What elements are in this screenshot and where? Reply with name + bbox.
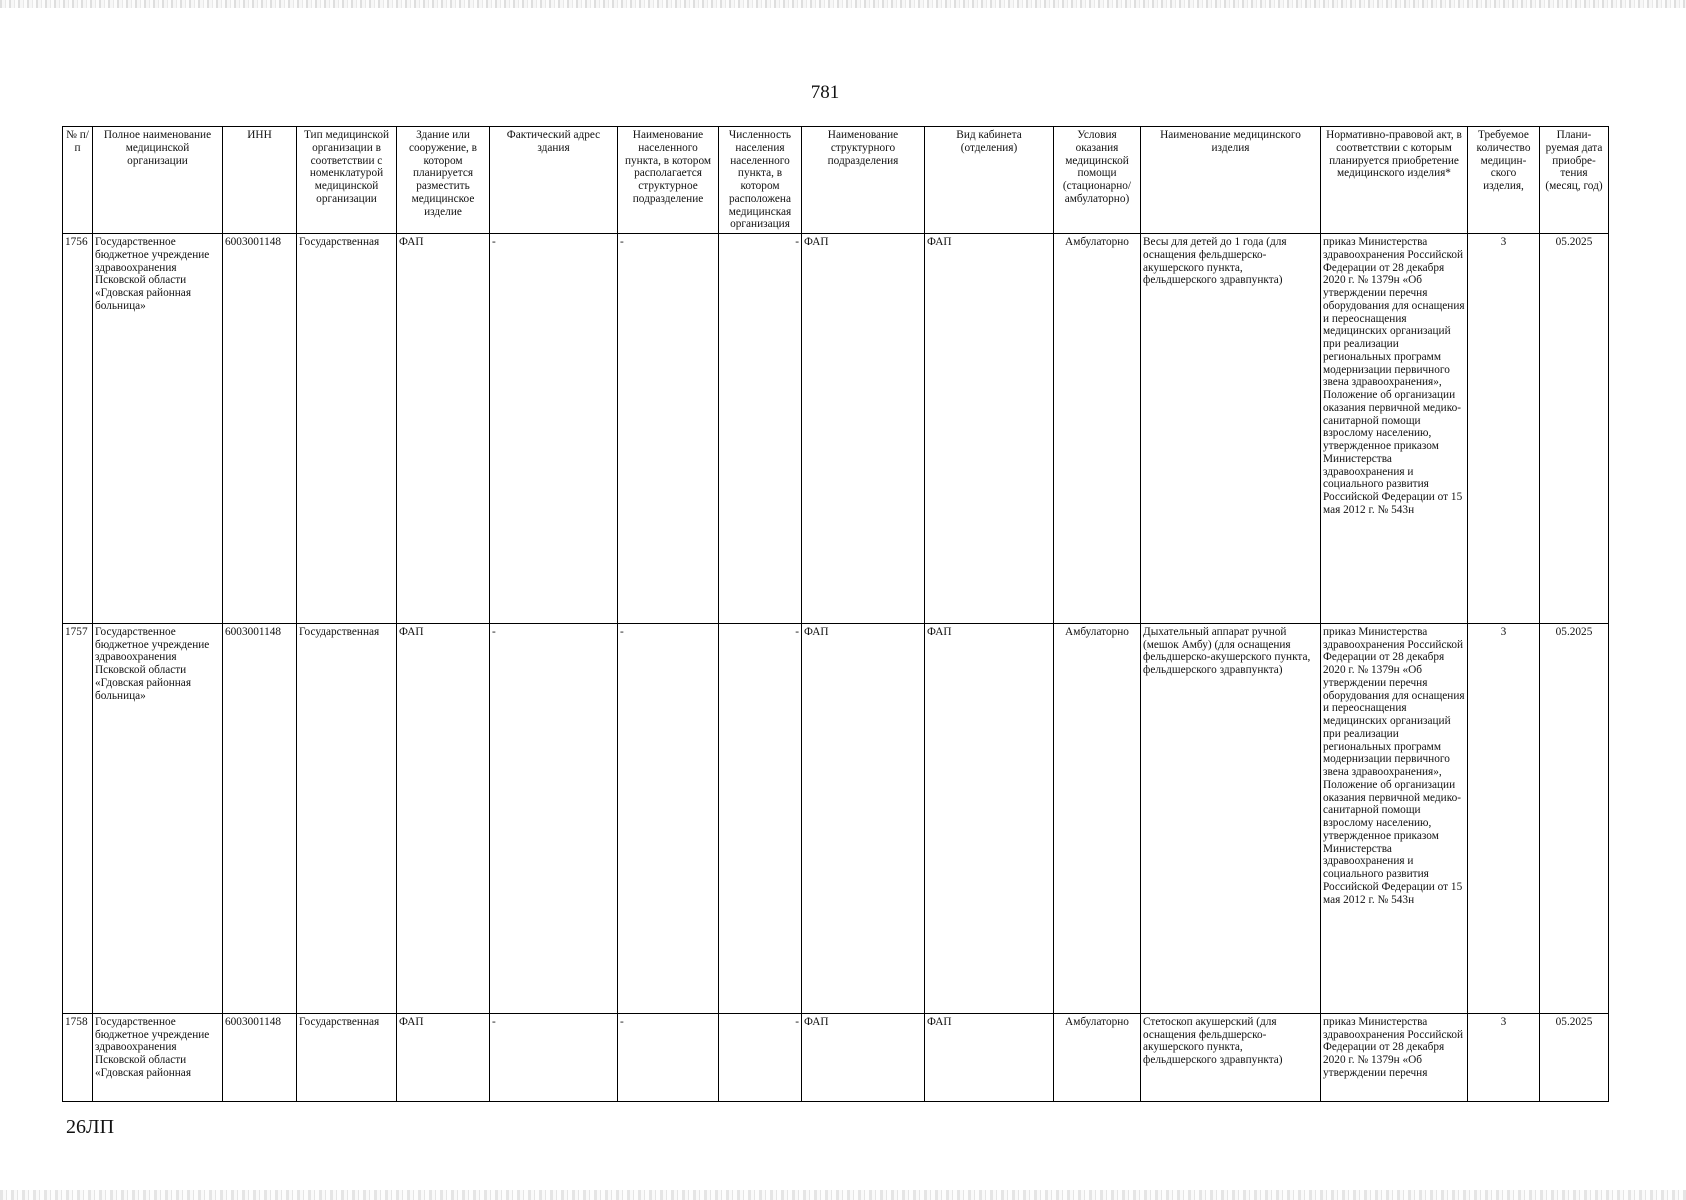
header-cell-cabinet: Вид кабинета (отделения) (925, 127, 1054, 234)
cell-quantity: 3 (1468, 623, 1540, 1013)
header-cell-building: Здание или сооружение, в котором планируется разместить медицинское изделие (397, 127, 490, 234)
cell-org-name: Государственное бюджетное учреждение здравоохранения Псковской области «Гдовская районная больница» (93, 234, 223, 624)
cell-building: ФАП (397, 1013, 490, 1101)
cell-population: - (719, 1013, 802, 1101)
cell-quantity: 3 (1468, 1013, 1540, 1101)
cell-date: 05.2025 (1540, 623, 1609, 1013)
cell-building: ФАП (397, 234, 490, 624)
page-number: 781 (810, 82, 840, 103)
cell-org-name: Государственное бюджетное учреждение здравоохранения Псковской области «Гдовская районная больница» (93, 623, 223, 1013)
cell-org-type: Государственная (297, 1013, 397, 1101)
cell-org-name: Государственное бюджетное учреждение здравоохранения Псковской области «Гдовская районная (93, 1013, 223, 1101)
cell-act: приказ Министерства здравоохранения Российской Федерации от 28 декабря 2020 г. № 1379н «Об утверждении перечня оборудования для оснащения и переоснащения медицинских организаций при реализации региональных программ модернизации первичного звена здравоохранения», Положение об организации оказания первичной медико-санитарной помощи взрослому населению, утвержденное приказом Министерства здравоохранения и социального развития Российской Федерации от 15 мая 2012 г. № 543н (1321, 623, 1468, 1013)
cell-settlement: - (618, 623, 719, 1013)
header-cell-device: Наименование медицинского изделия (1141, 127, 1321, 234)
cell-device: Стетоскоп акушерский (для оснащения фельдшерско-акушерского пункта, фельдшерского здравпункта) (1141, 1013, 1321, 1101)
table-row (63, 623, 1609, 1013)
cell-date: 05.2025 (1540, 1013, 1609, 1101)
table-row (63, 1013, 1609, 1101)
header-cell-unit: Наименование структурного подразделения (802, 127, 925, 234)
cell-act: приказ Министерства здравоохранения Российской Федерации от 28 декабря 2020 г. № 1379н «Об утверждении перечня (1321, 1013, 1468, 1101)
cell-device: Весы для детей до 1 года (для оснащения фельдшерско-акушерского пункта, фельдшерского здравпункта) (1141, 234, 1321, 624)
equipment-table (62, 126, 1609, 1102)
cell-cabinet: ФАП (925, 234, 1054, 624)
cell-inn: 6003001148 (223, 1013, 297, 1101)
cell-unit: ФАП (802, 623, 925, 1013)
cell-cabinet: ФАП (925, 623, 1054, 1013)
cell-population: - (719, 623, 802, 1013)
header-cell-address: Фактический адрес здания (490, 127, 618, 234)
header-cell-settlement: Наименование населенного пункта, в котором располагается структурное подразделение (618, 127, 719, 234)
cell-device: Дыхательный аппарат ручной (мешок Амбу) (для оснащения фельдшерско-акушерского пункта, фельдшерского здравпункта) (1141, 623, 1321, 1013)
cell-settlement: - (618, 1013, 719, 1101)
cell-conditions: Амбулаторно (1054, 234, 1141, 624)
cell-population: - (719, 234, 802, 624)
cell-address: - (490, 623, 618, 1013)
cell-unit: ФАП (802, 1013, 925, 1101)
header-cell-inn: ИНН (223, 127, 297, 234)
cell-act: приказ Министерства здравоохранения Российской Федерации от 28 декабря 2020 г. № 1379н «Об утверждении перечня оборудования для оснащения и переоснащения медицинских организаций при реализации региональных программ модернизации первичного звена здравоохранения», Положение об организации оказания первичной медико-санитарной помощи взрослому населению, утвержденное приказом Министерства здравоохранения и социального развития Российской Федерации от 15 мая 2012 г. № 543н (1321, 234, 1468, 624)
header-cell-act: Нормативно-правовой акт, в соответствии с которым планируется приобретение медицинского изделия* (1321, 127, 1468, 234)
cell-org-type: Государственная (297, 234, 397, 624)
scan-edge-top (0, 0, 1686, 8)
cell-cabinet: ФАП (925, 1013, 1054, 1101)
cell-address: - (490, 1013, 618, 1101)
header-cell-org-name: Полное наименование медицинской организации (93, 127, 223, 234)
cell-building: ФАП (397, 623, 490, 1013)
cell-inn: 6003001148 (223, 623, 297, 1013)
cell-number: 1756 (63, 234, 93, 624)
header-cell-conditions: Условия оказания медицинской помощи (стационарно/ амбулаторно) (1054, 127, 1141, 234)
table-row (63, 234, 1609, 624)
header-cell-number: № п/п (63, 127, 93, 234)
header-cell-org-type: Тип медицинской организации в соответствии с номенклатурой медицинской организации (297, 127, 397, 234)
scan-edge-bottom (0, 1190, 1686, 1200)
footer-code: 26ЛП (66, 1116, 115, 1138)
cell-number: 1758 (63, 1013, 93, 1101)
cell-number: 1757 (63, 623, 93, 1013)
header-cell-quantity: Требуемое количество медицин-ского изделия, (1468, 127, 1540, 234)
cell-date: 05.2025 (1540, 234, 1609, 624)
header-cell-date: Плани-руемая дата приобре-тения (месяц, год) (1540, 127, 1609, 234)
cell-unit: ФАП (802, 234, 925, 624)
header-cell-population: Численность населения населенного пункта, в котором расположена медицинская организация (719, 127, 802, 234)
cell-quantity: 3 (1468, 234, 1540, 624)
cell-address: - (490, 234, 618, 624)
cell-inn: 6003001148 (223, 234, 297, 624)
cell-org-type: Государственная (297, 623, 397, 1013)
cell-settlement: - (618, 234, 719, 624)
cell-conditions: Амбулаторно (1054, 1013, 1141, 1101)
cell-conditions: Амбулаторно (1054, 623, 1141, 1013)
table-header-row (63, 127, 1609, 234)
